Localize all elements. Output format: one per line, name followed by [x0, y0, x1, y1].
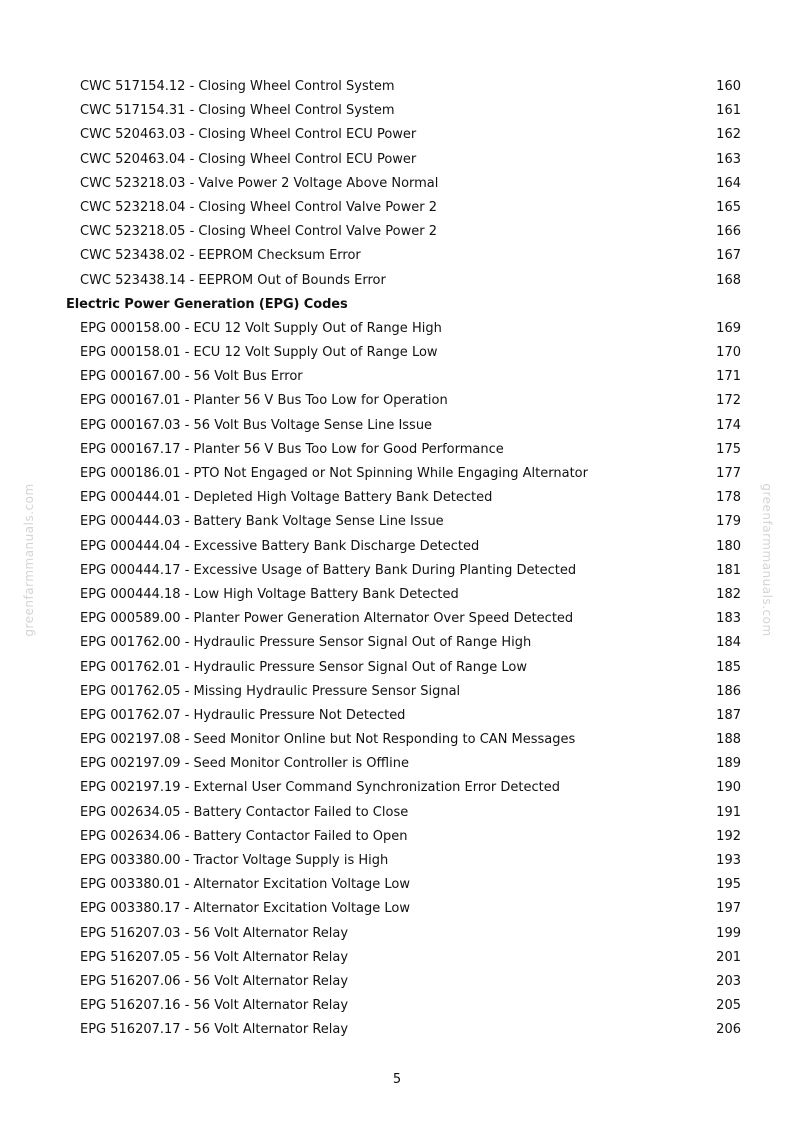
- toc-entry-title: EPG 002634.06 - Battery Contactor Failed to Open: [80, 828, 408, 844]
- toc-entry[interactable]: [0, 994, 794, 1018]
- toc-entry-title: CWC 523438.14 - EEPROM Out of Bounds Error: [80, 272, 386, 288]
- toc-entry-title: CWC 523218.05 - Closing Wheel Control Valve Power 2: [80, 224, 437, 240]
- toc-entry[interactable]: [0, 75, 794, 99]
- toc-entry[interactable]: [0, 559, 794, 583]
- section-heading-title: Electric Power Generation (EPG) Codes: [66, 296, 348, 312]
- toc-entry[interactable]: [0, 510, 794, 534]
- toc-entry-title: EPG 516207.05 - 56 Volt Alternator Relay: [80, 949, 349, 965]
- toc-entry-title: EPG 002197.08 - Seed Monitor Online but Not Responding to CAN Messages: [80, 732, 576, 748]
- toc-entry[interactable]: [0, 317, 794, 341]
- toc-entry-title: CWC 523438.02 - EEPROM Checksum Error: [80, 248, 361, 264]
- toc-entry[interactable]: [0, 970, 794, 994]
- toc-entry[interactable]: [0, 752, 794, 776]
- toc-entry[interactable]: [0, 680, 794, 704]
- toc-entry[interactable]: [0, 728, 794, 752]
- toc-entry-page-number: 168: [716, 272, 741, 288]
- toc-entry-title: CWC 523218.03 - Valve Power 2 Voltage Above Normal: [80, 175, 439, 191]
- toc-entry-title: EPG 516207.16 - 56 Volt Alternator Relay: [80, 998, 349, 1014]
- toc-entry[interactable]: [0, 462, 794, 486]
- toc-entry-page-number: 170: [716, 345, 741, 361]
- toc-entry[interactable]: [0, 148, 794, 172]
- toc-entry[interactable]: [0, 607, 794, 631]
- toc-entry[interactable]: [0, 244, 794, 268]
- toc-entry[interactable]: [0, 123, 794, 147]
- toc-entry-title: EPG 002197.09 - Seed Monitor Controller is Offline: [80, 756, 409, 772]
- toc-entry-page-number: 189: [716, 756, 741, 772]
- toc-entry-page-number: 178: [716, 490, 741, 506]
- toc-entry-title: EPG 000444.01 - Depleted High Voltage Battery Bank Detected: [80, 490, 493, 506]
- toc-entry-title: EPG 001762.07 - Hydraulic Pressure Not Detected: [80, 707, 406, 723]
- watermark-left: greenfarmmanuals.com: [22, 483, 36, 637]
- toc-entry[interactable]: [0, 825, 794, 849]
- toc-entry[interactable]: [0, 438, 794, 462]
- toc-entry-page-number: 185: [716, 659, 741, 675]
- toc-entry-page-number: 181: [716, 562, 741, 578]
- toc-entry-title: EPG 516207.03 - 56 Volt Alternator Relay: [80, 925, 349, 941]
- toc-entry-page-number: 188: [716, 732, 741, 748]
- toc-entry-title: EPG 001762.01 - Hydraulic Pressure Sensor Signal Out of Range Low: [80, 659, 527, 675]
- toc-entry[interactable]: [0, 220, 794, 244]
- toc-entry-page-number: 184: [716, 635, 741, 651]
- toc-entry-page-number: 166: [716, 224, 741, 240]
- toc-entry-title: EPG 000186.01 - PTO Not Engaged or Not Spinning While Engaging Alternator: [80, 466, 588, 481]
- toc-entry-page-number: 205: [716, 998, 741, 1014]
- toc-entry-title: CWC 520463.03 - Closing Wheel Control ECU Power: [80, 127, 417, 143]
- toc-entry-page-number: 177: [716, 466, 741, 481]
- toc-entry-title: EPG 003380.00 - Tractor Voltage Supply is High: [80, 853, 389, 868]
- toc-entry-page-number: 201: [716, 949, 741, 965]
- toc-entry-page-number: 182: [716, 586, 741, 602]
- toc-entry-title: EPG 000167.00 - 56 Volt Bus Error: [80, 369, 303, 385]
- toc-entry-page-number: 180: [716, 538, 741, 554]
- toc-entry-title: EPG 000167.01 - Planter 56 V Bus Too Low for Operation: [80, 393, 448, 409]
- toc-entry-page-number: 199: [716, 925, 741, 941]
- toc-entry-page-number: 206: [716, 1022, 741, 1038]
- toc-entry[interactable]: [0, 656, 794, 680]
- toc-entry-title: CWC 520463.04 - Closing Wheel Control ECU Power: [80, 151, 417, 167]
- page-number: 5: [392, 1072, 402, 1087]
- toc-entry-page-number: 164: [716, 175, 741, 191]
- toc-entry[interactable]: [0, 897, 794, 921]
- toc-entry-page-number: 187: [716, 707, 741, 723]
- toc-entry[interactable]: [0, 389, 794, 413]
- toc-entry-page-number: 169: [716, 320, 741, 336]
- toc-entry-title: EPG 000167.03 - 56 Volt Bus Voltage Sense Line Issue: [80, 417, 433, 433]
- toc-entry-title: CWC 517154.12 - Closing Wheel Control System: [80, 79, 395, 94]
- toc-entry[interactable]: [0, 922, 794, 946]
- toc-entry-page-number: 162: [716, 127, 741, 143]
- toc-entry-page-number: 175: [716, 441, 741, 457]
- toc-entry[interactable]: [0, 873, 794, 897]
- toc-entry-title: EPG 003380.01 - Alternator Excitation Voltage Low: [80, 877, 410, 893]
- table-of-contents: [0, 75, 794, 1043]
- toc-entry-page-number: 186: [716, 683, 741, 699]
- toc-entry-page-number: 197: [716, 901, 741, 917]
- toc-entry-title: EPG 003380.17 - Alternator Excitation Voltage Low: [80, 901, 410, 917]
- toc-entry-title: EPG 000444.04 - Excessive Battery Bank Discharge Detected: [80, 538, 480, 554]
- toc-entry[interactable]: [0, 583, 794, 607]
- toc-entry-title: EPG 002197.19 - External User Command Synchronization Error Detected: [80, 780, 560, 796]
- toc-entry[interactable]: [0, 486, 794, 510]
- toc-entry-page-number: 191: [716, 804, 741, 820]
- toc-entry[interactable]: [0, 776, 794, 800]
- toc-entry-page-number: 167: [716, 248, 741, 264]
- toc-entry[interactable]: [0, 341, 794, 365]
- toc-entry[interactable]: [0, 414, 794, 438]
- toc-entry-title: EPG 000158.00 - ECU 12 Volt Supply Out of Range High: [80, 320, 442, 336]
- toc-entry-page-number: 163: [716, 151, 741, 167]
- toc-entry-page-number: 183: [716, 611, 741, 627]
- toc-entry-page-number: 193: [716, 853, 741, 868]
- toc-section-heading: [0, 293, 794, 317]
- toc-entry[interactable]: [0, 365, 794, 389]
- toc-entry-title: EPG 000444.03 - Battery Bank Voltage Sense Line Issue: [80, 514, 444, 530]
- toc-entry-title: CWC 517154.31 - Closing Wheel Control System: [80, 103, 395, 119]
- toc-entry-title: EPG 000444.17 - Excessive Usage of Battery Bank During Planting Detected: [80, 562, 577, 578]
- toc-entry[interactable]: [0, 269, 794, 293]
- toc-entry-page-number: 195: [716, 877, 741, 893]
- toc-entry-page-number: 192: [716, 828, 741, 844]
- toc-entry[interactable]: [0, 1018, 794, 1042]
- toc-entry[interactable]: [0, 849, 794, 873]
- toc-entry-title: EPG 516207.06 - 56 Volt Alternator Relay: [80, 973, 349, 989]
- toc-entry[interactable]: [0, 172, 794, 196]
- toc-entry-title: EPG 001762.05 - Missing Hydraulic Pressure Sensor Signal: [80, 683, 461, 699]
- toc-entry-title: EPG 000167.17 - Planter 56 V Bus Too Low for Good Performance: [80, 441, 504, 457]
- toc-entry-page-number: 174: [716, 417, 741, 433]
- toc-entry-page-number: 165: [716, 199, 741, 215]
- toc-entry[interactable]: [0, 946, 794, 970]
- toc-entry[interactable]: [0, 704, 794, 728]
- toc-entry-page-number: 171: [716, 369, 741, 385]
- toc-entry-title: EPG 000158.01 - ECU 12 Volt Supply Out of Range Low: [80, 345, 438, 361]
- toc-entry-title: EPG 000444.18 - Low High Voltage Battery Bank Detected: [80, 586, 459, 602]
- toc-entry-title: CWC 523218.04 - Closing Wheel Control Valve Power 2: [80, 199, 437, 215]
- toc-entry[interactable]: [0, 631, 794, 655]
- toc-entry-title: EPG 002634.05 - Battery Contactor Failed to Close: [80, 804, 409, 820]
- toc-entry-page-number: 160: [716, 79, 741, 94]
- toc-entry-title: EPG 516207.17 - 56 Volt Alternator Relay: [80, 1022, 349, 1038]
- toc-entry-title: EPG 001762.00 - Hydraulic Pressure Sensor Signal Out of Range High: [80, 635, 532, 651]
- watermark-right: greenfarmmanuals.com: [760, 483, 774, 637]
- toc-entry[interactable]: [0, 99, 794, 123]
- toc-entry-page-number: 161: [716, 103, 741, 119]
- toc-entry-title: EPG 000589.00 - Planter Power Generation Alternator Over Speed Detected: [80, 611, 574, 627]
- toc-entry-page-number: 190: [716, 780, 741, 796]
- toc-entry-page-number: 203: [716, 973, 741, 989]
- toc-entry-page-number: 172: [716, 393, 741, 409]
- toc-entry[interactable]: [0, 535, 794, 559]
- toc-entry[interactable]: [0, 196, 794, 220]
- toc-entry[interactable]: [0, 801, 794, 825]
- toc-entry-page-number: 179: [716, 514, 741, 530]
